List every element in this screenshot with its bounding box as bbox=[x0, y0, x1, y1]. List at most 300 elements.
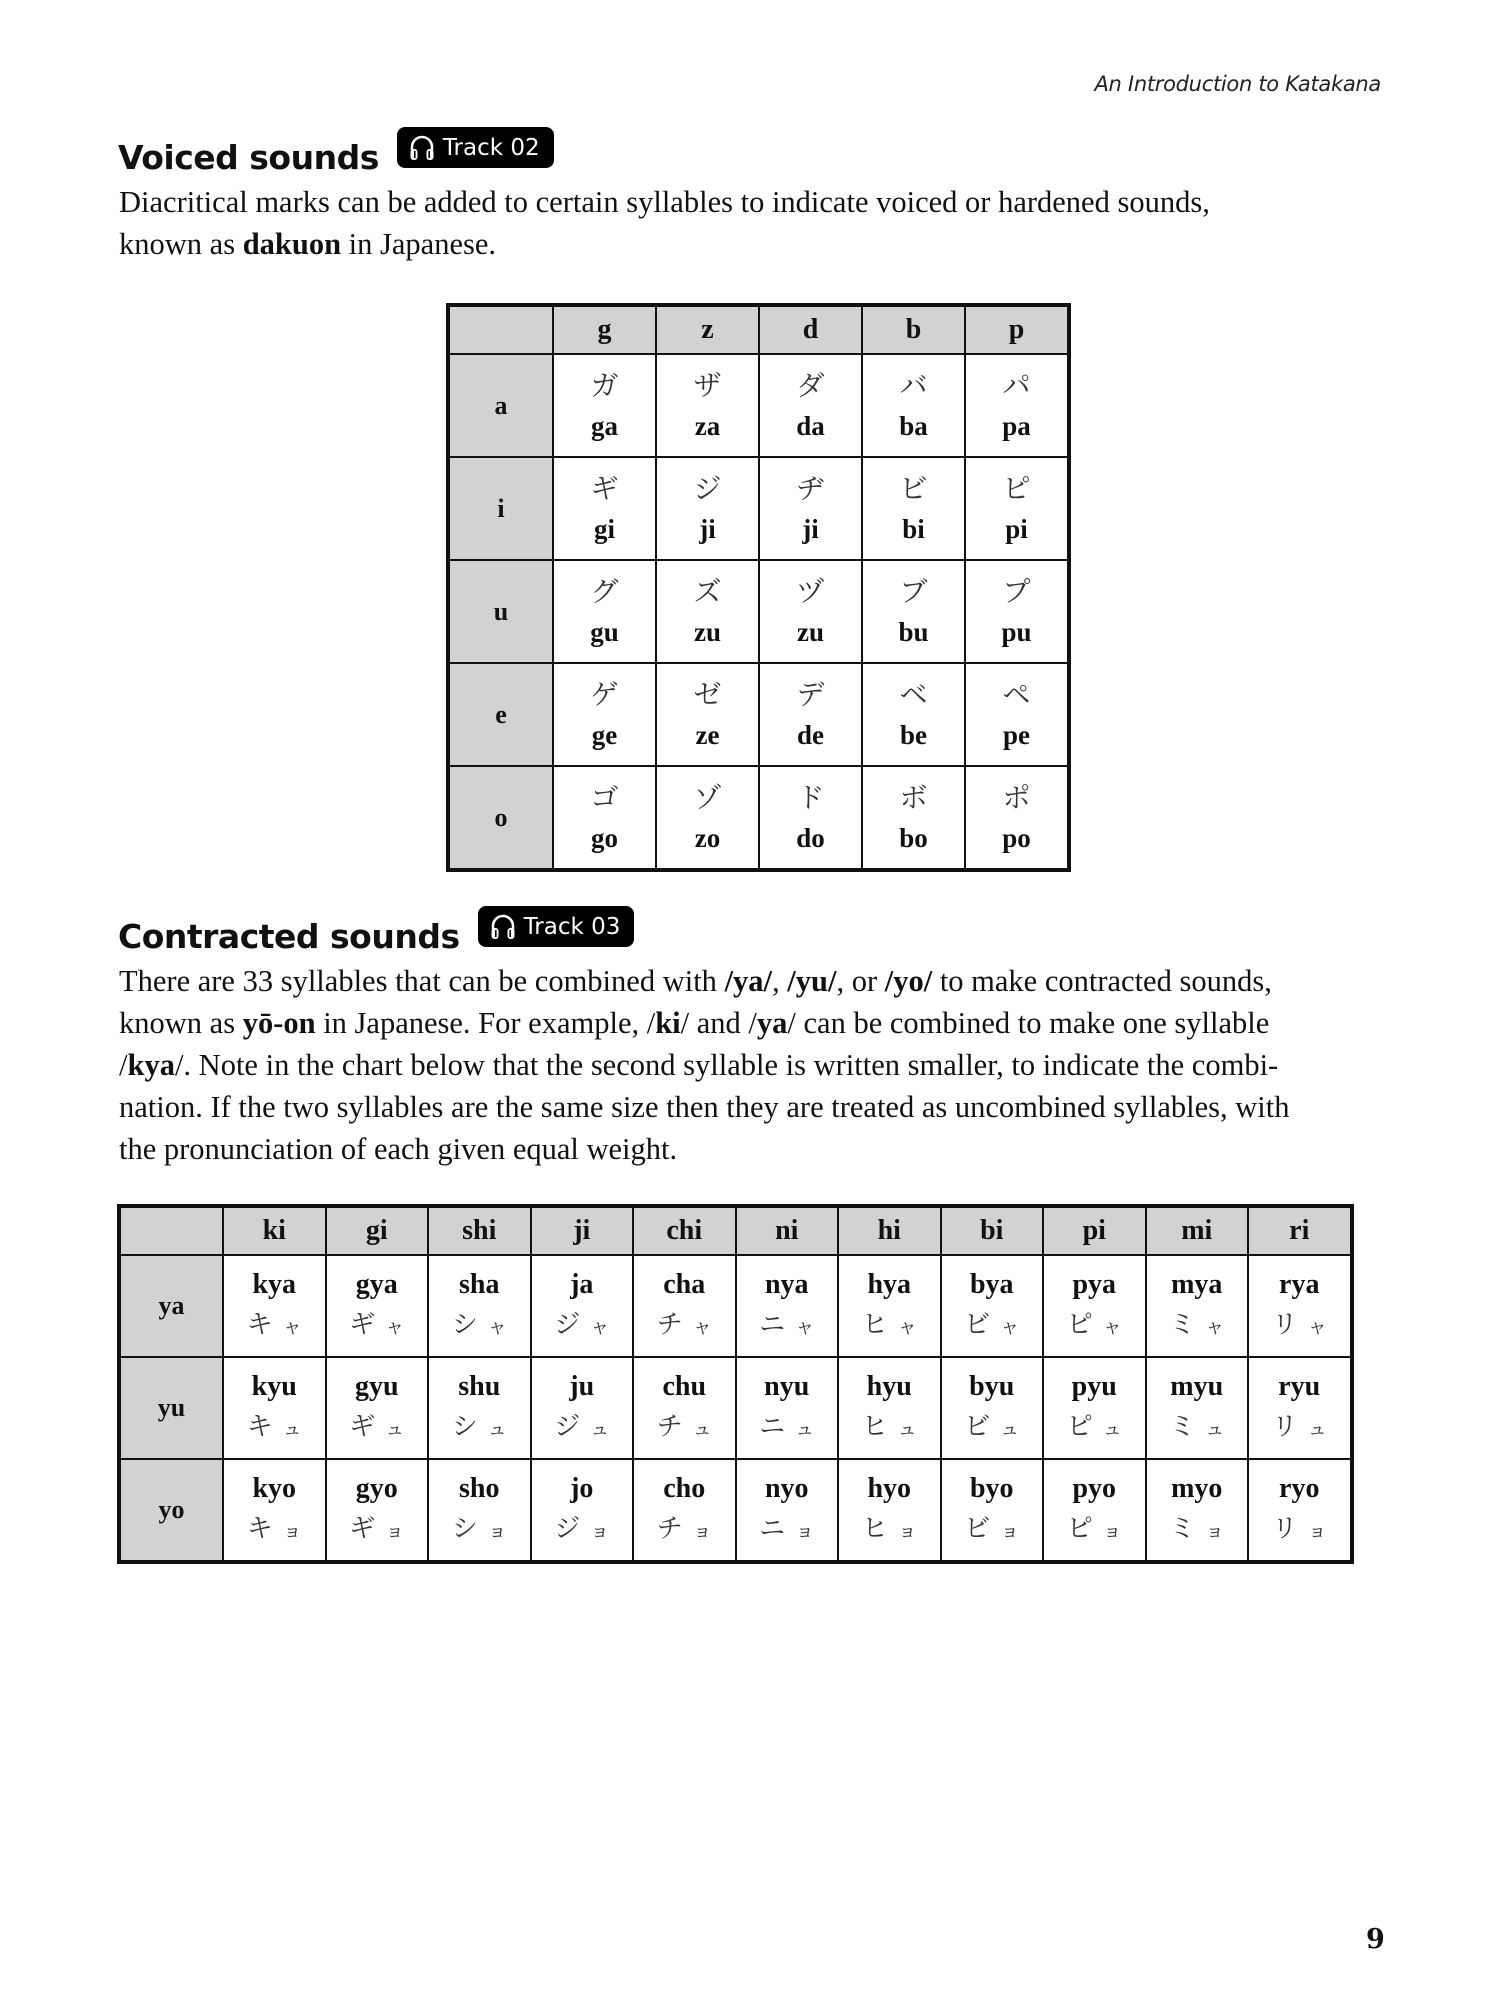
katakana: ダ bbox=[796, 368, 825, 402]
small-katakana: ャ bbox=[1205, 1316, 1225, 1338]
kana-cell bbox=[428, 1255, 531, 1357]
column-header: b bbox=[862, 305, 965, 354]
katakana-combo bbox=[737, 1509, 838, 1551]
romaji: cho bbox=[663, 1473, 706, 1504]
romaji: za bbox=[694, 410, 721, 441]
kana-cell bbox=[656, 457, 759, 560]
romaji: myu bbox=[1170, 1371, 1224, 1402]
row-header: i bbox=[448, 457, 553, 560]
column-header: chi bbox=[633, 1206, 736, 1255]
kana-cell bbox=[531, 1459, 634, 1562]
kana-cell bbox=[838, 1255, 941, 1357]
row-header: yo bbox=[119, 1459, 223, 1562]
romaji: nyo bbox=[764, 1473, 809, 1504]
column-header: ni bbox=[736, 1206, 839, 1255]
katakana: ニ bbox=[759, 1412, 786, 1442]
romaji: zo bbox=[694, 822, 721, 853]
katakana: ゲ bbox=[590, 677, 619, 711]
katakana: ビ bbox=[964, 1310, 991, 1340]
kana-cell bbox=[1248, 1255, 1352, 1357]
paragraph-line bbox=[119, 960, 1401, 1002]
small-katakana: ョ bbox=[1307, 1520, 1327, 1542]
romaji: gi bbox=[593, 513, 615, 544]
romaji: ryo bbox=[1279, 1473, 1320, 1504]
katakana: ジ bbox=[554, 1310, 581, 1340]
kana-cell bbox=[862, 560, 965, 663]
kana-cell bbox=[965, 663, 1069, 766]
column-header: ji bbox=[531, 1206, 634, 1255]
katakana: ゴ bbox=[590, 780, 619, 814]
katakana: ゼ bbox=[693, 677, 722, 711]
small-katakana: ュ bbox=[897, 1418, 917, 1440]
katakana: ピ bbox=[1066, 1514, 1093, 1544]
table-row bbox=[448, 354, 1069, 457]
romaji: gu bbox=[590, 616, 619, 647]
romaji: kyu bbox=[251, 1371, 297, 1402]
table-row bbox=[119, 1255, 1352, 1357]
text-run: / can be combined to make one syllable bbox=[787, 1006, 1270, 1040]
headphones-icon bbox=[490, 913, 516, 941]
romaji: sha bbox=[459, 1269, 500, 1300]
romaji: byu bbox=[969, 1371, 1015, 1402]
kana-cell bbox=[838, 1459, 941, 1562]
katakana-combo bbox=[429, 1407, 530, 1449]
romaji: ga bbox=[591, 410, 618, 441]
romaji: shu bbox=[458, 1371, 501, 1402]
kana-cell bbox=[633, 1255, 736, 1357]
katakana: ヒ bbox=[861, 1514, 888, 1544]
small-katakana: ョ bbox=[897, 1520, 917, 1542]
small-katakana: ョ bbox=[282, 1520, 302, 1542]
small-katakana: ョ bbox=[487, 1520, 507, 1542]
romaji: cha bbox=[663, 1269, 706, 1300]
corner-cell bbox=[119, 1206, 223, 1255]
katakana: ギ bbox=[349, 1310, 376, 1340]
romaji: kyo bbox=[252, 1473, 297, 1504]
katakana-combo bbox=[532, 1509, 633, 1551]
kana-cell bbox=[941, 1357, 1044, 1459]
katakana: リ bbox=[1271, 1310, 1298, 1340]
katakana: ミ bbox=[1169, 1310, 1196, 1340]
kana-cell bbox=[326, 1357, 429, 1459]
romaji: bi bbox=[902, 513, 925, 544]
track-02-badge[interactable] bbox=[397, 127, 554, 168]
text-run: in Japanese. For example, / bbox=[315, 1006, 656, 1040]
column-header: bi bbox=[941, 1206, 1044, 1255]
katakana: キ bbox=[246, 1310, 273, 1340]
katakana: シ bbox=[451, 1310, 478, 1340]
kana-cell bbox=[223, 1357, 326, 1459]
kana-cell bbox=[633, 1357, 736, 1459]
katakana-combo bbox=[224, 1407, 325, 1449]
romaji: mya bbox=[1171, 1269, 1223, 1300]
katakana: ベ bbox=[899, 677, 928, 711]
romaji: pa bbox=[1002, 410, 1031, 441]
katakana: ポ bbox=[1002, 780, 1031, 814]
katakana-combo bbox=[634, 1305, 735, 1347]
section-title: Voiced sounds bbox=[118, 138, 379, 177]
kana-cell bbox=[941, 1255, 1044, 1357]
romaji: be bbox=[900, 719, 927, 750]
table-row bbox=[448, 457, 1069, 560]
katakana: ニ bbox=[759, 1310, 786, 1340]
kana-cell bbox=[736, 1459, 839, 1562]
romaji: rya bbox=[1279, 1269, 1320, 1300]
kana-cell bbox=[941, 1459, 1044, 1562]
kana-cell bbox=[553, 663, 656, 766]
romaji: ja bbox=[570, 1269, 594, 1300]
katakana: ブ bbox=[899, 574, 928, 608]
kana-cell bbox=[736, 1357, 839, 1459]
romaji: da bbox=[796, 410, 825, 441]
romaji: ju bbox=[569, 1371, 595, 1402]
bold-term: ki bbox=[655, 1006, 681, 1040]
kana-cell bbox=[965, 560, 1069, 663]
kana-cell bbox=[553, 354, 656, 457]
katakana-combo bbox=[1249, 1305, 1350, 1347]
kana-cell bbox=[656, 766, 759, 870]
bold-term: dakuon bbox=[242, 227, 342, 261]
small-katakana: ャ bbox=[385, 1316, 405, 1338]
small-katakana: ュ bbox=[590, 1418, 610, 1440]
kana-cell bbox=[656, 663, 759, 766]
small-katakana: ャ bbox=[487, 1316, 507, 1338]
small-katakana: ュ bbox=[385, 1418, 405, 1440]
katakana: ド bbox=[796, 780, 825, 814]
track-label: Track 02 bbox=[442, 134, 540, 161]
column-header: pi bbox=[1043, 1206, 1146, 1255]
katakana: チ bbox=[656, 1310, 683, 1340]
text-run: Diacritical marks can be added to certain syllables to indicate voiced or hardened sounds, bbox=[119, 185, 1210, 219]
katakana: ボ bbox=[899, 780, 928, 814]
romaji: jo bbox=[570, 1473, 594, 1504]
katakana-combo bbox=[1147, 1509, 1248, 1551]
katakana: ザ bbox=[693, 368, 722, 402]
katakana: ヂ bbox=[796, 471, 825, 505]
kana-cell bbox=[326, 1255, 429, 1357]
romaji: ji bbox=[802, 513, 819, 544]
katakana-combo bbox=[429, 1305, 530, 1347]
katakana: ピ bbox=[1066, 1412, 1093, 1442]
column-header: d bbox=[759, 305, 862, 354]
bold-term: /yu/ bbox=[787, 964, 837, 998]
katakana: リ bbox=[1271, 1412, 1298, 1442]
kana-cell bbox=[1146, 1459, 1249, 1562]
row-header: e bbox=[448, 663, 553, 766]
romaji: ba bbox=[899, 410, 928, 441]
small-katakana: ュ bbox=[1307, 1418, 1327, 1440]
katakana: チ bbox=[656, 1514, 683, 1544]
text-run: known as bbox=[119, 227, 243, 261]
row-header: o bbox=[448, 766, 553, 870]
contracted-intro-paragraph bbox=[119, 960, 1401, 1170]
kana-cell bbox=[428, 1357, 531, 1459]
kana-cell bbox=[553, 766, 656, 870]
small-katakana: ュ bbox=[692, 1418, 712, 1440]
kana-cell bbox=[656, 560, 759, 663]
romaji: myo bbox=[1171, 1473, 1223, 1504]
katakana: チ bbox=[656, 1412, 683, 1442]
corner-cell bbox=[448, 305, 553, 354]
romaji: nya bbox=[764, 1269, 809, 1300]
katakana: ヅ bbox=[796, 574, 825, 608]
romaji: gya bbox=[355, 1269, 398, 1300]
katakana-combo bbox=[327, 1509, 428, 1551]
katakana-combo bbox=[737, 1305, 838, 1347]
katakana: ギ bbox=[590, 471, 619, 505]
paragraph-line bbox=[119, 1128, 1401, 1170]
paragraph-line bbox=[119, 223, 1401, 265]
kana-cell bbox=[1248, 1459, 1352, 1562]
katakana-combo bbox=[224, 1305, 325, 1347]
kana-cell bbox=[1043, 1255, 1146, 1357]
katakana: ジ bbox=[554, 1514, 581, 1544]
katakana-combo bbox=[327, 1305, 428, 1347]
running-header: An Introduction to Katakana bbox=[1094, 72, 1381, 96]
row-header: yu bbox=[119, 1357, 223, 1459]
romaji: nyu bbox=[764, 1371, 810, 1402]
track-03-badge[interactable] bbox=[478, 906, 635, 947]
katakana-combo bbox=[942, 1509, 1043, 1551]
katakana: ミ bbox=[1169, 1514, 1196, 1544]
table-row bbox=[448, 663, 1069, 766]
kana-cell bbox=[862, 354, 965, 457]
text-run: nation. If the two syllables are the same size then they are treated as uncombined syllables, with bbox=[119, 1090, 1290, 1124]
romaji: de bbox=[797, 719, 824, 750]
paragraph-line bbox=[119, 1086, 1401, 1128]
text-run: There are 33 syllables that can be combined with bbox=[119, 964, 725, 998]
small-katakana: ョ bbox=[1000, 1520, 1020, 1542]
kana-cell bbox=[633, 1459, 736, 1562]
katakana-combo bbox=[224, 1509, 325, 1551]
katakana: ゾ bbox=[693, 780, 722, 814]
kana-cell bbox=[759, 457, 862, 560]
romaji: pyu bbox=[1071, 1371, 1117, 1402]
romaji: bya bbox=[969, 1269, 1014, 1300]
text-run: the pronunciation of each given equal weight. bbox=[119, 1132, 678, 1166]
kana-cell bbox=[326, 1459, 429, 1562]
katakana-combo bbox=[1044, 1305, 1145, 1347]
table-row bbox=[119, 1459, 1352, 1562]
katakana-combo bbox=[327, 1407, 428, 1449]
small-katakana: ャ bbox=[1000, 1316, 1020, 1338]
text-run: in Japanese. bbox=[341, 227, 497, 261]
kana-cell bbox=[759, 766, 862, 870]
romaji: ze bbox=[695, 719, 720, 750]
bold-term: kya bbox=[127, 1048, 175, 1082]
katakana-combo bbox=[429, 1509, 530, 1551]
katakana: ギ bbox=[349, 1412, 376, 1442]
romaji: bo bbox=[899, 822, 928, 853]
kana-cell bbox=[553, 457, 656, 560]
small-katakana: ョ bbox=[385, 1520, 405, 1542]
romaji: do bbox=[796, 822, 825, 853]
voiced-intro-paragraph bbox=[119, 181, 1401, 265]
kana-cell bbox=[1043, 1357, 1146, 1459]
bold-term: /yo/ bbox=[884, 964, 933, 998]
column-header: z bbox=[656, 305, 759, 354]
kana-cell bbox=[965, 457, 1069, 560]
romaji: hyo bbox=[867, 1473, 912, 1504]
small-katakana: ュ bbox=[1000, 1418, 1020, 1440]
kana-cell bbox=[1248, 1357, 1352, 1459]
column-header: p bbox=[965, 305, 1069, 354]
headphones-icon bbox=[409, 134, 435, 162]
romaji: pi bbox=[1005, 513, 1028, 544]
kana-cell bbox=[1043, 1459, 1146, 1562]
katakana-combo bbox=[1147, 1305, 1248, 1347]
katakana: ミ bbox=[1169, 1412, 1196, 1442]
page-number: 9 bbox=[1366, 1924, 1385, 1955]
kana-cell bbox=[1146, 1255, 1249, 1357]
romaji: ryu bbox=[1278, 1371, 1321, 1402]
bold-term: /ya/ bbox=[724, 964, 773, 998]
katakana: ズ bbox=[693, 574, 722, 608]
katakana: ジ bbox=[693, 471, 722, 505]
text-run: , bbox=[772, 964, 788, 998]
katakana: グ bbox=[590, 574, 619, 608]
katakana: ガ bbox=[590, 368, 619, 402]
romaji: pya bbox=[1072, 1269, 1117, 1300]
row-header: ya bbox=[119, 1255, 223, 1357]
kana-cell bbox=[223, 1255, 326, 1357]
romaji: sho bbox=[459, 1473, 500, 1504]
romaji: hyu bbox=[866, 1371, 912, 1402]
katakana: ギ bbox=[349, 1514, 376, 1544]
kana-cell bbox=[531, 1255, 634, 1357]
romaji: pe bbox=[1003, 719, 1030, 750]
contracted-sounds-heading bbox=[118, 913, 634, 957]
katakana: ピ bbox=[1066, 1310, 1093, 1340]
text-run: known as bbox=[119, 1006, 243, 1040]
text-run: / and / bbox=[680, 1006, 757, 1040]
katakana-combo bbox=[1044, 1407, 1145, 1449]
contracted-sounds-table bbox=[117, 1204, 1354, 1564]
small-katakana: ャ bbox=[1102, 1316, 1122, 1338]
katakana-combo bbox=[942, 1407, 1043, 1449]
kana-cell bbox=[965, 766, 1069, 870]
romaji: gyu bbox=[354, 1371, 399, 1402]
paragraph-line bbox=[119, 1002, 1401, 1044]
small-katakana: ャ bbox=[795, 1316, 815, 1338]
column-header: shi bbox=[428, 1206, 531, 1255]
small-katakana: ャ bbox=[282, 1316, 302, 1338]
paragraph-line bbox=[119, 1044, 1401, 1086]
katakana: ビ bbox=[964, 1412, 991, 1442]
katakana-combo bbox=[1044, 1509, 1145, 1551]
katakana-combo bbox=[737, 1407, 838, 1449]
paragraph-line bbox=[119, 181, 1401, 223]
voiced-sounds-heading bbox=[118, 134, 554, 178]
romaji: zu bbox=[797, 616, 824, 647]
small-katakana: ャ bbox=[897, 1316, 917, 1338]
row-header: a bbox=[448, 354, 553, 457]
kana-cell bbox=[862, 766, 965, 870]
katakana: キ bbox=[246, 1514, 273, 1544]
column-header: mi bbox=[1146, 1206, 1249, 1255]
column-header: ki bbox=[223, 1206, 326, 1255]
romaji: gyo bbox=[355, 1473, 398, 1504]
romaji: pyo bbox=[1072, 1473, 1117, 1504]
romaji: go bbox=[591, 822, 618, 853]
katakana: ピ bbox=[1002, 471, 1031, 505]
katakana: ヒ bbox=[861, 1310, 888, 1340]
text-run: /. Note in the chart below that the second syllable is written smaller, to indicate the combi- bbox=[174, 1048, 1279, 1082]
small-katakana: ョ bbox=[795, 1520, 815, 1542]
text-run: to make contracted sounds, bbox=[932, 964, 1272, 998]
kana-cell bbox=[428, 1459, 531, 1562]
small-katakana: ュ bbox=[1205, 1418, 1225, 1440]
katakana-combo bbox=[839, 1509, 940, 1551]
small-katakana: ョ bbox=[1102, 1520, 1122, 1542]
katakana: プ bbox=[1002, 574, 1031, 608]
katakana-combo bbox=[1147, 1407, 1248, 1449]
small-katakana: ョ bbox=[590, 1520, 610, 1542]
romaji: po bbox=[1002, 822, 1031, 853]
katakana: デ bbox=[796, 677, 825, 711]
small-katakana: ュ bbox=[487, 1418, 507, 1440]
bold-term: yō-on bbox=[242, 1006, 316, 1040]
kana-cell bbox=[223, 1459, 326, 1562]
kana-cell bbox=[759, 354, 862, 457]
romaji: bu bbox=[898, 616, 929, 647]
column-header: ri bbox=[1248, 1206, 1352, 1255]
katakana-combo bbox=[1249, 1407, 1350, 1449]
kana-cell bbox=[1146, 1357, 1249, 1459]
kana-cell bbox=[553, 560, 656, 663]
small-katakana: ョ bbox=[1205, 1520, 1225, 1542]
table-row bbox=[119, 1357, 1352, 1459]
katakana: パ bbox=[1002, 368, 1031, 402]
katakana: ニ bbox=[759, 1514, 786, 1544]
kana-cell bbox=[736, 1255, 839, 1357]
bold-term: ya bbox=[756, 1006, 788, 1040]
kana-cell bbox=[838, 1357, 941, 1459]
small-katakana: ュ bbox=[1102, 1418, 1122, 1440]
katakana-combo bbox=[839, 1407, 940, 1449]
katakana-combo bbox=[942, 1305, 1043, 1347]
katakana: バ bbox=[899, 368, 928, 402]
romaji: zu bbox=[694, 616, 721, 647]
column-header: g bbox=[553, 305, 656, 354]
text-run: , or bbox=[836, 964, 885, 998]
kana-cell bbox=[759, 663, 862, 766]
romaji: byo bbox=[969, 1473, 1014, 1504]
romaji: ge bbox=[591, 719, 618, 750]
katakana: ヒ bbox=[861, 1412, 888, 1442]
section-title: Contracted sounds bbox=[118, 917, 460, 956]
kana-cell bbox=[862, 663, 965, 766]
romaji: hya bbox=[867, 1269, 912, 1300]
katakana: ビ bbox=[964, 1514, 991, 1544]
katakana-combo bbox=[634, 1407, 735, 1449]
kana-cell bbox=[965, 354, 1069, 457]
column-header: hi bbox=[838, 1206, 941, 1255]
katakana-combo bbox=[532, 1305, 633, 1347]
small-katakana: ャ bbox=[590, 1316, 610, 1338]
katakana: ビ bbox=[899, 471, 928, 505]
small-katakana: ャ bbox=[1307, 1316, 1327, 1338]
small-katakana: ュ bbox=[795, 1418, 815, 1440]
katakana-combo bbox=[634, 1509, 735, 1551]
small-katakana: ュ bbox=[282, 1418, 302, 1440]
voiced-sounds-table bbox=[446, 303, 1071, 872]
text-run: / bbox=[119, 1048, 128, 1082]
kana-cell bbox=[531, 1357, 634, 1459]
kana-cell bbox=[759, 560, 862, 663]
kana-cell bbox=[862, 457, 965, 560]
katakana: シ bbox=[451, 1514, 478, 1544]
